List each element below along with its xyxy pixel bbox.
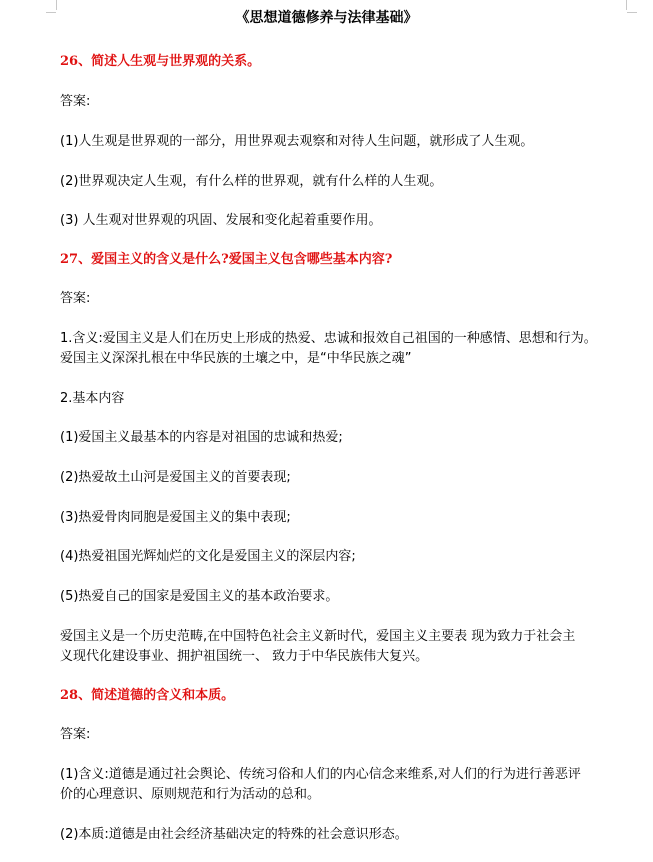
q27-meaning-line-2: 爱国主义深深扎根在中华民族的土壤之中，是“中华民族之魂” (60, 351, 412, 366)
q27-point-1: (1)爱国主义最基本的内容是对祖国的忠诚和热爱; (60, 430, 343, 445)
q27-point-4: (4)热爱祖国光辉灿烂的文化是爱国主义的深层内容; (60, 549, 356, 564)
q27-content-heading: 2.基本内容 (60, 391, 125, 406)
question-28: 28、简述道德的含义和本质。 (60, 688, 235, 703)
q27-point-3: (3)热爱骨肉同胞是爱国主义的集中表现; (60, 510, 291, 525)
q26-point-1: (1)人生观是世界观的一部分，用世界观去观察和对待人生问题，就形成了人生观。 (60, 134, 534, 149)
q26-point-3: (3) 人生观对世界观的巩固、发展和变化起着重要作用。 (60, 213, 382, 228)
q27-meaning-line-1: 1.含义:爱国主义是人们在历史上形成的热爱、忠诚和报效自己祖国的一种感情、思想和行为。 (60, 331, 597, 346)
q26-point-2: (2)世界观决定人生观，有什么样的世界观，就有什么样的人生观。 (60, 174, 443, 189)
answer-label-26: 答案: (60, 94, 91, 109)
q27-summary-line-2: 义现代化建设事业、拥护祖国统一、 致力于中华民族伟大复兴。 (60, 649, 429, 664)
q27-point-5: (5)热爱自己的国家是爱国主义的基本政治要求。 (60, 589, 339, 604)
q28-point-1-line-2: 价的心理意识、原则规范和行为活动的总和。 (60, 787, 321, 802)
q27-summary-line-1: 爱国主义是一个历史范畴,在中国特色社会主义新时代，爱国主义主要表 现为致力于社会主 (60, 629, 576, 644)
q27-point-2: (2)热爱故土山河是爱国主义的首要表现; (60, 470, 291, 485)
answer-label-28: 答案: (60, 727, 91, 742)
answer-label-27: 答案: (60, 291, 91, 306)
q28-point-2: (2)本质:道德是由社会经济基础决定的特殊的社会意识形态。 (60, 827, 408, 842)
q28-point-1-line-1: (1)含义:道德是通过社会舆论、传统习俗和人们的内心信念来维系,对人们的行为进行善恶评 (60, 767, 581, 782)
question-27: 27、爱国主义的含义是什么?爱国主义包含哪些基本内容? (60, 252, 393, 267)
question-26: 26、简述人生观与世界观的关系。 (60, 54, 261, 69)
document-title: 《思想道德修养与法律基础》 (235, 10, 418, 26)
